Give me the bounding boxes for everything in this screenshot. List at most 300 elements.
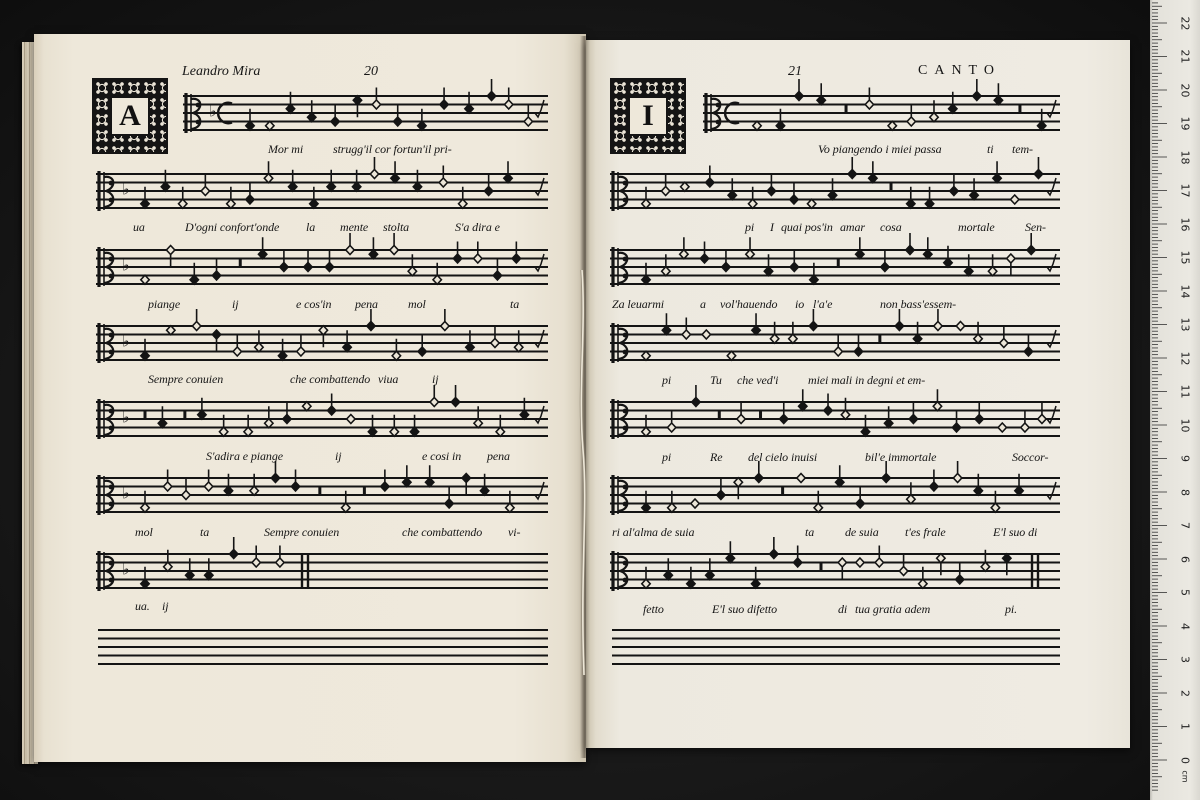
ruler-label: 3 <box>1178 656 1192 663</box>
initial-letter-frame <box>110 96 150 136</box>
lyric-text: pi <box>662 450 672 464</box>
lyric-text: vol'hauendo <box>720 297 778 311</box>
note <box>1000 339 1008 348</box>
rest <box>845 105 848 114</box>
lyric-text: Sempre conuien <box>148 372 224 386</box>
initial-letter: I <box>642 99 654 132</box>
rest <box>183 411 186 420</box>
note <box>799 402 807 411</box>
note <box>856 499 864 508</box>
lyric-text: E'l suo di <box>993 525 1038 539</box>
clef-dot <box>623 198 628 203</box>
note <box>331 117 339 126</box>
note <box>991 503 999 512</box>
rest <box>781 487 784 496</box>
page-number: 21 <box>788 64 802 79</box>
note <box>727 351 735 360</box>
lyric-text: non bass'essem- <box>880 297 957 311</box>
note <box>888 121 896 130</box>
custos <box>1047 100 1056 117</box>
empty-staff <box>98 618 548 674</box>
note <box>141 503 149 512</box>
note <box>856 558 864 567</box>
note <box>907 117 915 126</box>
lyric-text: quai pos'in <box>781 220 833 234</box>
clef-dot <box>623 409 628 414</box>
note <box>493 271 501 280</box>
note <box>186 571 194 580</box>
note <box>952 423 960 432</box>
note <box>1015 486 1023 495</box>
lyric-text: ta <box>200 525 210 539</box>
note <box>790 263 798 272</box>
clef-dot <box>623 350 628 355</box>
note <box>506 503 514 512</box>
note <box>950 187 958 196</box>
note <box>258 250 266 259</box>
note <box>1038 121 1046 130</box>
note <box>875 558 883 567</box>
note <box>944 258 952 267</box>
note <box>737 415 745 424</box>
note <box>807 199 815 208</box>
note <box>981 562 989 571</box>
note <box>465 104 473 113</box>
note <box>899 567 907 576</box>
lyric-text: piange <box>148 297 181 311</box>
note <box>391 174 399 183</box>
note <box>706 178 714 187</box>
music-staff <box>703 84 1060 140</box>
note <box>381 482 389 491</box>
note <box>793 558 801 567</box>
clef-dot <box>109 426 114 431</box>
note <box>413 182 421 191</box>
lyric-text: viua <box>378 372 399 386</box>
music-staff <box>96 390 548 446</box>
music-staff <box>96 162 548 218</box>
header-author: Leandro Mira <box>182 64 261 79</box>
note <box>474 419 482 428</box>
note <box>834 347 842 356</box>
note <box>280 263 288 272</box>
lyric-text: ua. <box>135 599 150 613</box>
note <box>212 330 220 339</box>
lyric-text: ij <box>162 599 169 613</box>
lyric-text: amar <box>840 220 865 234</box>
music-staff <box>610 162 1060 218</box>
rest <box>890 183 893 192</box>
lyric-text: miei mali in degni et em- <box>808 373 926 387</box>
lyric-text: che combattendo <box>290 372 371 386</box>
note <box>310 199 318 208</box>
measuring-ruler <box>1150 0 1200 800</box>
note <box>810 275 818 284</box>
note <box>246 195 254 204</box>
note <box>512 254 520 263</box>
note <box>342 503 350 512</box>
note <box>158 419 166 428</box>
rest <box>239 259 242 268</box>
note <box>515 343 523 352</box>
note <box>346 246 354 255</box>
clef-dot <box>623 274 628 279</box>
note <box>433 275 441 284</box>
note <box>949 104 957 113</box>
note <box>524 117 532 126</box>
note <box>327 182 335 191</box>
lyric-text: strugg'il cor fortun'il pri- <box>333 142 452 156</box>
note <box>372 100 380 109</box>
custos <box>535 406 544 423</box>
note <box>881 263 889 272</box>
lyric-text: S'adira e piange <box>206 449 283 463</box>
note <box>907 495 915 504</box>
clef-dot <box>109 350 114 355</box>
flat-sign: ♭ <box>122 483 130 503</box>
note <box>790 195 798 204</box>
note <box>691 499 699 508</box>
note <box>343 343 351 352</box>
note <box>755 474 763 483</box>
ruler-label: 22 <box>1178 16 1192 31</box>
lyric-text: ij <box>232 297 239 311</box>
note <box>748 199 756 208</box>
rest <box>819 563 822 572</box>
note <box>975 415 983 424</box>
rest <box>837 259 840 268</box>
note <box>836 478 844 487</box>
lyric-text: ua <box>133 220 145 234</box>
note <box>462 474 470 483</box>
flat-sign: ♭ <box>122 407 130 427</box>
ruler-label: 13 <box>1178 317 1192 332</box>
note <box>722 263 730 272</box>
note <box>369 250 377 259</box>
note <box>776 121 784 130</box>
initial-letter-frame <box>628 96 668 136</box>
custos <box>535 178 544 195</box>
lyric-text: Soccor- <box>1012 450 1049 464</box>
lyric-text: stolta <box>383 220 410 234</box>
note <box>264 174 272 183</box>
note <box>319 326 327 335</box>
note <box>233 347 241 356</box>
lyric-text: Sempre conuien <box>264 525 340 539</box>
note <box>205 571 213 580</box>
note <box>353 96 361 105</box>
note <box>504 174 512 183</box>
note <box>642 351 650 360</box>
lyric-text: mol <box>408 297 426 311</box>
lyric-text: Vo piangendo i miei passa <box>818 142 942 156</box>
note <box>797 474 805 483</box>
note <box>288 182 296 191</box>
lyric-text: Tu <box>710 373 722 387</box>
note <box>956 575 964 584</box>
note <box>252 558 260 567</box>
rest <box>1018 105 1021 114</box>
note <box>717 491 725 500</box>
lyric-text: a <box>700 297 706 311</box>
note <box>681 182 689 191</box>
clef-dot <box>109 181 114 186</box>
note <box>453 254 461 263</box>
note <box>780 415 788 424</box>
note <box>956 322 964 331</box>
note <box>882 474 890 483</box>
note <box>224 486 232 495</box>
ruler-label: 15 <box>1178 250 1192 265</box>
lyric-text: ta <box>510 297 520 311</box>
lyric-text: che ved'i <box>737 373 779 387</box>
music-staff <box>96 314 548 370</box>
clef-dot <box>623 426 628 431</box>
note <box>304 263 312 272</box>
clef-dot <box>623 578 628 583</box>
lyric-text: pi <box>662 373 672 387</box>
custos <box>1047 330 1056 347</box>
music-staff <box>183 84 548 140</box>
note <box>390 427 398 436</box>
note <box>789 334 797 343</box>
note <box>166 246 174 255</box>
lyric-text: t'es frale <box>905 525 946 539</box>
note <box>770 550 778 559</box>
clef-dot <box>109 333 114 338</box>
clef-dot <box>196 120 201 125</box>
ruler-label: 5 <box>1178 589 1192 596</box>
note <box>250 486 258 495</box>
rest <box>363 487 366 496</box>
note <box>246 121 254 130</box>
note <box>924 250 932 259</box>
note <box>291 482 299 491</box>
lyric-text: tem- <box>1012 142 1033 156</box>
rest <box>759 411 762 420</box>
note <box>687 579 695 588</box>
note <box>751 579 759 588</box>
note <box>824 406 832 415</box>
note <box>930 482 938 491</box>
lyric-text: tua gratia adem <box>855 602 931 616</box>
ruler-label: 10 <box>1178 418 1192 433</box>
lyric-text: l'a'e <box>813 297 833 311</box>
lyric-text: vi- <box>508 525 521 539</box>
ruler-scale <box>1150 0 1200 800</box>
music-staff <box>610 314 1060 370</box>
note <box>394 117 402 126</box>
rest <box>144 411 147 420</box>
note <box>141 275 149 284</box>
note <box>838 558 846 567</box>
note <box>370 170 378 179</box>
music-staff <box>96 238 548 294</box>
custos <box>535 330 544 347</box>
lyric-text: bil'e immortale <box>865 450 937 464</box>
ruler-label: 16 <box>1178 217 1192 232</box>
note <box>418 347 426 356</box>
ruler-label: 2 <box>1178 690 1192 697</box>
note <box>141 199 149 208</box>
note <box>841 410 849 419</box>
note <box>974 486 982 495</box>
lyric-text: cosa <box>880 220 902 234</box>
note <box>1024 347 1032 356</box>
note <box>439 178 447 187</box>
clef-dot <box>623 257 628 262</box>
custos <box>1047 178 1056 195</box>
note <box>682 330 690 339</box>
note <box>212 271 220 280</box>
note <box>953 474 961 483</box>
decorated-initial <box>92 78 168 154</box>
rest <box>878 335 881 344</box>
note <box>998 423 1006 432</box>
initial-letter: A <box>119 99 141 132</box>
clef-dot <box>109 578 114 583</box>
clef-dot <box>623 333 628 338</box>
note <box>973 92 981 101</box>
note <box>182 491 190 500</box>
note <box>988 267 996 276</box>
lyric-text: ta <box>805 525 815 539</box>
ruler-label: 11 <box>1178 384 1192 399</box>
note <box>965 267 973 276</box>
lyric-text: che combattendo <box>402 525 483 539</box>
note <box>642 427 650 436</box>
note <box>925 199 933 208</box>
note <box>895 322 903 331</box>
note <box>244 427 252 436</box>
binding-thread <box>570 270 594 680</box>
custos <box>1047 406 1056 423</box>
note <box>230 550 238 559</box>
lyric-text: Re <box>710 450 723 464</box>
ruler-label: 1 <box>1178 723 1192 730</box>
lyric-text: S'a dira e <box>455 220 500 234</box>
note <box>909 415 917 424</box>
note <box>283 415 291 424</box>
note <box>994 96 1002 105</box>
ruler-label: 19 <box>1178 116 1192 131</box>
note <box>706 571 714 580</box>
ruler-label: 9 <box>1178 455 1192 462</box>
note <box>662 267 670 276</box>
note <box>474 254 482 263</box>
note <box>198 410 206 419</box>
custos <box>535 254 544 271</box>
note <box>764 267 772 276</box>
note <box>1007 254 1015 263</box>
note <box>327 406 335 415</box>
clef-dot <box>623 485 628 490</box>
music-staff <box>96 542 548 598</box>
note <box>937 554 945 563</box>
note <box>204 482 212 491</box>
note <box>1003 554 1011 563</box>
note <box>271 474 279 483</box>
clef-dot <box>109 257 114 262</box>
note <box>734 478 742 487</box>
clef-dot <box>716 120 721 125</box>
note <box>163 482 171 491</box>
ruler-label: 0 <box>1178 757 1192 764</box>
note <box>662 326 670 335</box>
note <box>480 486 488 495</box>
flat-sign: ♭ <box>122 255 130 275</box>
note <box>352 182 360 191</box>
clef-dot <box>623 502 628 507</box>
lyric-text: pi <box>745 220 755 234</box>
lyric-text: de suia <box>845 525 879 539</box>
note <box>692 398 700 407</box>
note <box>668 503 676 512</box>
note <box>496 427 504 436</box>
note <box>1027 246 1035 255</box>
note <box>368 427 376 436</box>
lyric-text: mortale <box>958 220 995 234</box>
note <box>930 113 938 122</box>
note <box>753 121 761 130</box>
note <box>418 121 426 130</box>
lyric-text: e cos'in <box>296 297 332 311</box>
lyric-text: ij <box>335 449 342 463</box>
lyric-text: E'l suo difetto <box>712 602 778 616</box>
note <box>227 199 235 208</box>
note <box>934 322 942 331</box>
note <box>1021 423 1029 432</box>
lyric-text: D'ogni confort'onde <box>185 220 280 234</box>
note <box>814 503 822 512</box>
ruler-label: 17 <box>1178 183 1192 198</box>
note <box>907 199 915 208</box>
music-staff <box>610 542 1060 598</box>
note <box>933 402 941 411</box>
note <box>828 191 836 200</box>
lyric-text: I <box>770 220 774 234</box>
note <box>190 275 198 284</box>
note <box>795 92 803 101</box>
lyric-text: fetto <box>643 602 664 616</box>
clef-dot <box>109 409 114 414</box>
ruler-unit: cm <box>1180 770 1190 783</box>
lyric-text: mol <box>135 525 153 539</box>
note <box>993 174 1001 183</box>
note <box>491 339 499 348</box>
note <box>141 351 149 360</box>
ruler-label: 20 <box>1178 83 1192 98</box>
note <box>286 104 294 113</box>
empty-staff <box>612 618 1060 674</box>
page-number: 20 <box>364 64 378 79</box>
note <box>201 187 209 196</box>
note <box>884 419 892 428</box>
note <box>390 246 398 255</box>
ruler-label: 12 <box>1178 351 1192 366</box>
custos <box>1047 254 1056 271</box>
note <box>466 343 474 352</box>
clef-dot <box>109 274 114 279</box>
flat-sign: ♭ <box>122 559 130 579</box>
lyric-text: mente <box>340 220 369 234</box>
note <box>179 199 187 208</box>
note <box>642 579 650 588</box>
lyric-text: io <box>795 297 805 311</box>
note <box>167 326 175 335</box>
note <box>1034 170 1042 179</box>
note <box>276 558 284 567</box>
